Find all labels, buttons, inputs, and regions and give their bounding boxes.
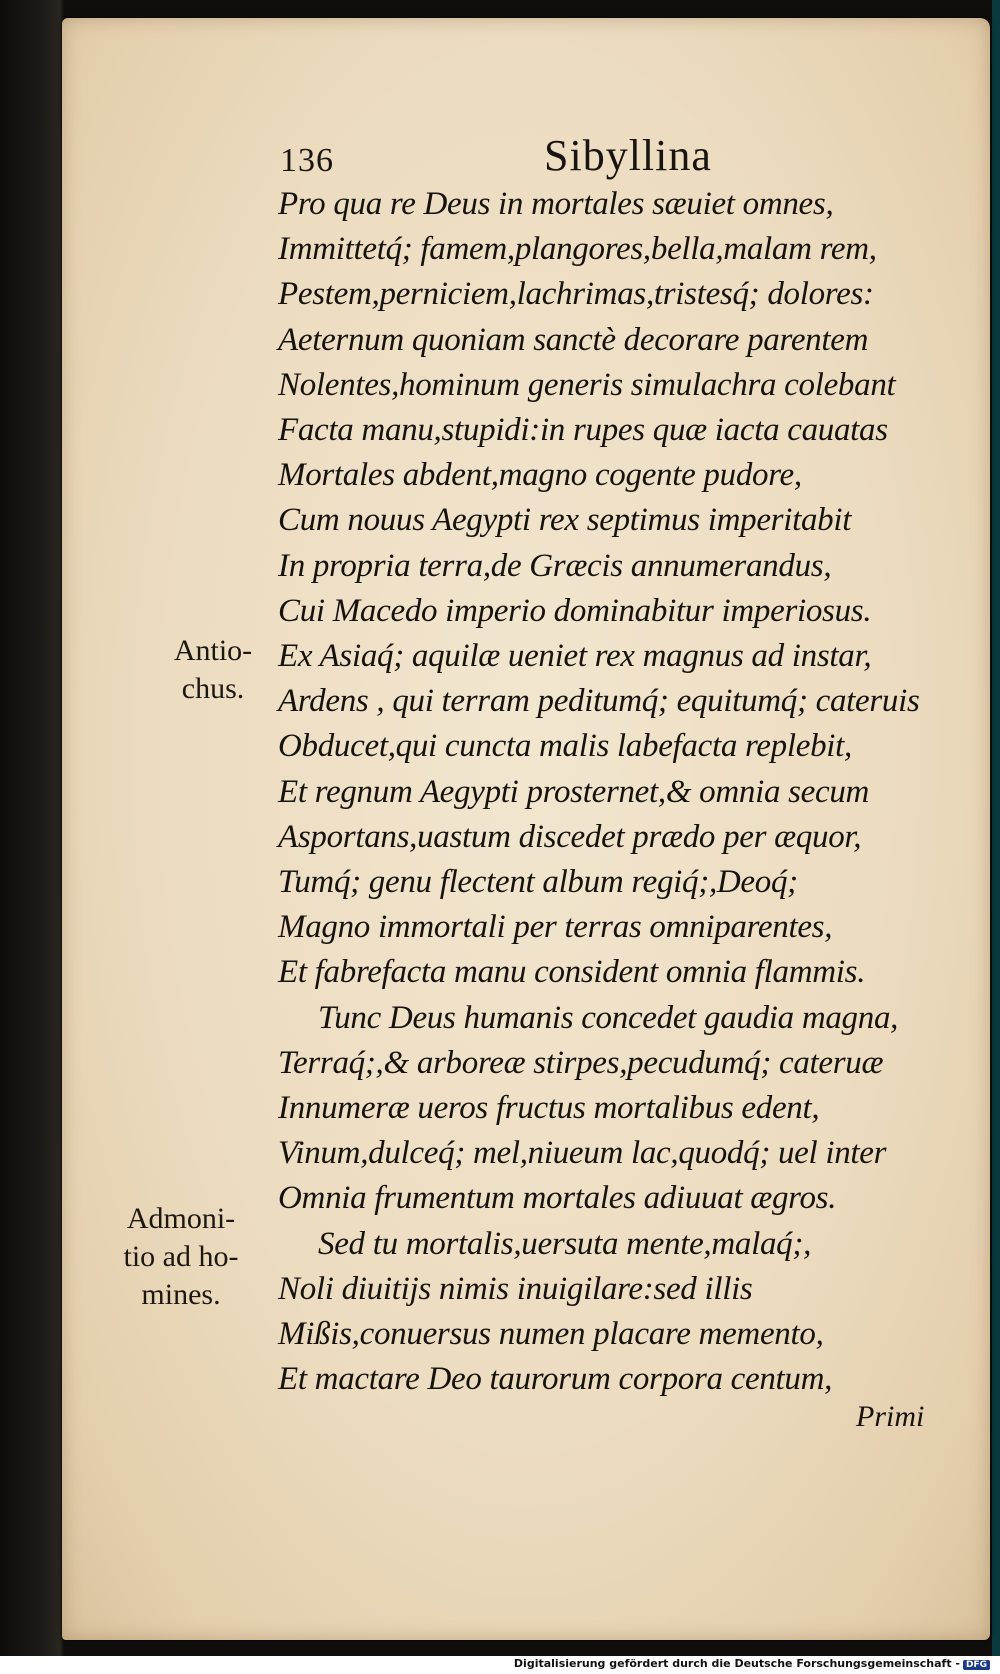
- verse-line: Ex Asiaq́; aquilæ ueniet rex magnus ad instar,: [278, 638, 872, 675]
- verse-line: Cum nouus Aegypti rex septimus imperitabit: [278, 502, 852, 539]
- catchword: Primi: [856, 1400, 925, 1433]
- verse-line: Mortales abdent,magno cogente pudore,: [278, 457, 802, 494]
- verse-line: Et regnum Aegypti prosternet,& omnia secum: [278, 773, 870, 810]
- verse-line: Aeternum quoniam sanctè decorare parentem: [278, 321, 869, 358]
- verse-line: Mißis,conuersus numen placare memento,: [278, 1316, 824, 1353]
- verse-line: Obducet,qui cuncta malis labefacta replebit,: [278, 728, 852, 765]
- verse-line: Ardens , qui terram peditumq́; equitumq́; cateruis: [278, 683, 920, 720]
- verse-line: Cui Macedo imperio dominabitur imperiosus.: [278, 592, 872, 629]
- verse-line: Terraq́;,& arboreæ stirpes,pecudumq́; cateruæ: [278, 1044, 884, 1081]
- verse-line: Vinum,dulceq́; mel,niueum lac,quodq́; uel inter: [278, 1135, 887, 1172]
- page-number: 136: [280, 142, 334, 179]
- running-head: Sibyllina: [544, 131, 712, 180]
- margin-note-line: Antio-: [173, 634, 253, 667]
- verse-line: Omnia frumentum mortales adiuuat ægros.: [278, 1180, 837, 1217]
- margin-note-antiochus: [158, 632, 268, 708]
- verse-line: Pro qua re Deus in mortales sæuiet omnes,: [278, 186, 834, 222]
- margin-note-line: mines.: [141, 1278, 221, 1311]
- verse-line: Nolentes,hominum generis simulachra colebant: [278, 366, 896, 403]
- verse-line: Noli diuitijs nimis inuigilare:sed illis: [278, 1270, 753, 1307]
- verse-line: Immittetq́; famem,plangores,bella,malam rem,: [278, 231, 877, 268]
- verse-line: Et fabrefacta manu consident omnia flammis.: [278, 954, 866, 991]
- digitization-footer: [0, 1656, 1000, 1674]
- dfg-logo-icon: DFG: [963, 1660, 990, 1670]
- margin-note-line: chus.: [181, 672, 245, 705]
- verse-line: Pestem,perniciem,lachrimas,tristesq́; dolores:: [278, 276, 874, 313]
- verse-line: Magno immortali per terras omniparentes,: [278, 909, 833, 946]
- verse-line: Facta manu,stupidi:in rupes quæ iacta cauatas: [278, 412, 888, 449]
- scan-edge: [992, 0, 1000, 1660]
- verse-line: Tumq́; genu flectent album regiq́;,Deoq́;: [278, 864, 798, 901]
- margin-note-line: tio ad ho-: [123, 1240, 239, 1273]
- footer-credit-text: Digitalisierung gefördert durch die Deutsche Forschungsgemeinschaft -: [513, 1657, 960, 1670]
- verse-text: [278, 182, 968, 1402]
- page-header: [280, 130, 750, 190]
- verse-line: Innumeræ ueros fructus mortalibus edent,: [278, 1090, 820, 1127]
- verse-line: In propria terra,de Græcis annumerandus,: [278, 547, 832, 584]
- verse-line: Tunc Deus humanis concedet gaudia magna,: [318, 999, 899, 1036]
- verse-line: Et mactare Deo taurorum corpora centum,: [278, 1361, 833, 1398]
- margin-note-admonitio: [96, 1200, 266, 1314]
- verse-line: Asportans,uastum discedet prædo per æquor,: [278, 818, 862, 855]
- margin-note-line: Admoni-: [126, 1202, 236, 1235]
- verse-line: Sed tu mortalis,uersuta mente,malaq́;,: [318, 1225, 812, 1262]
- footer-credit: [514, 1657, 990, 1670]
